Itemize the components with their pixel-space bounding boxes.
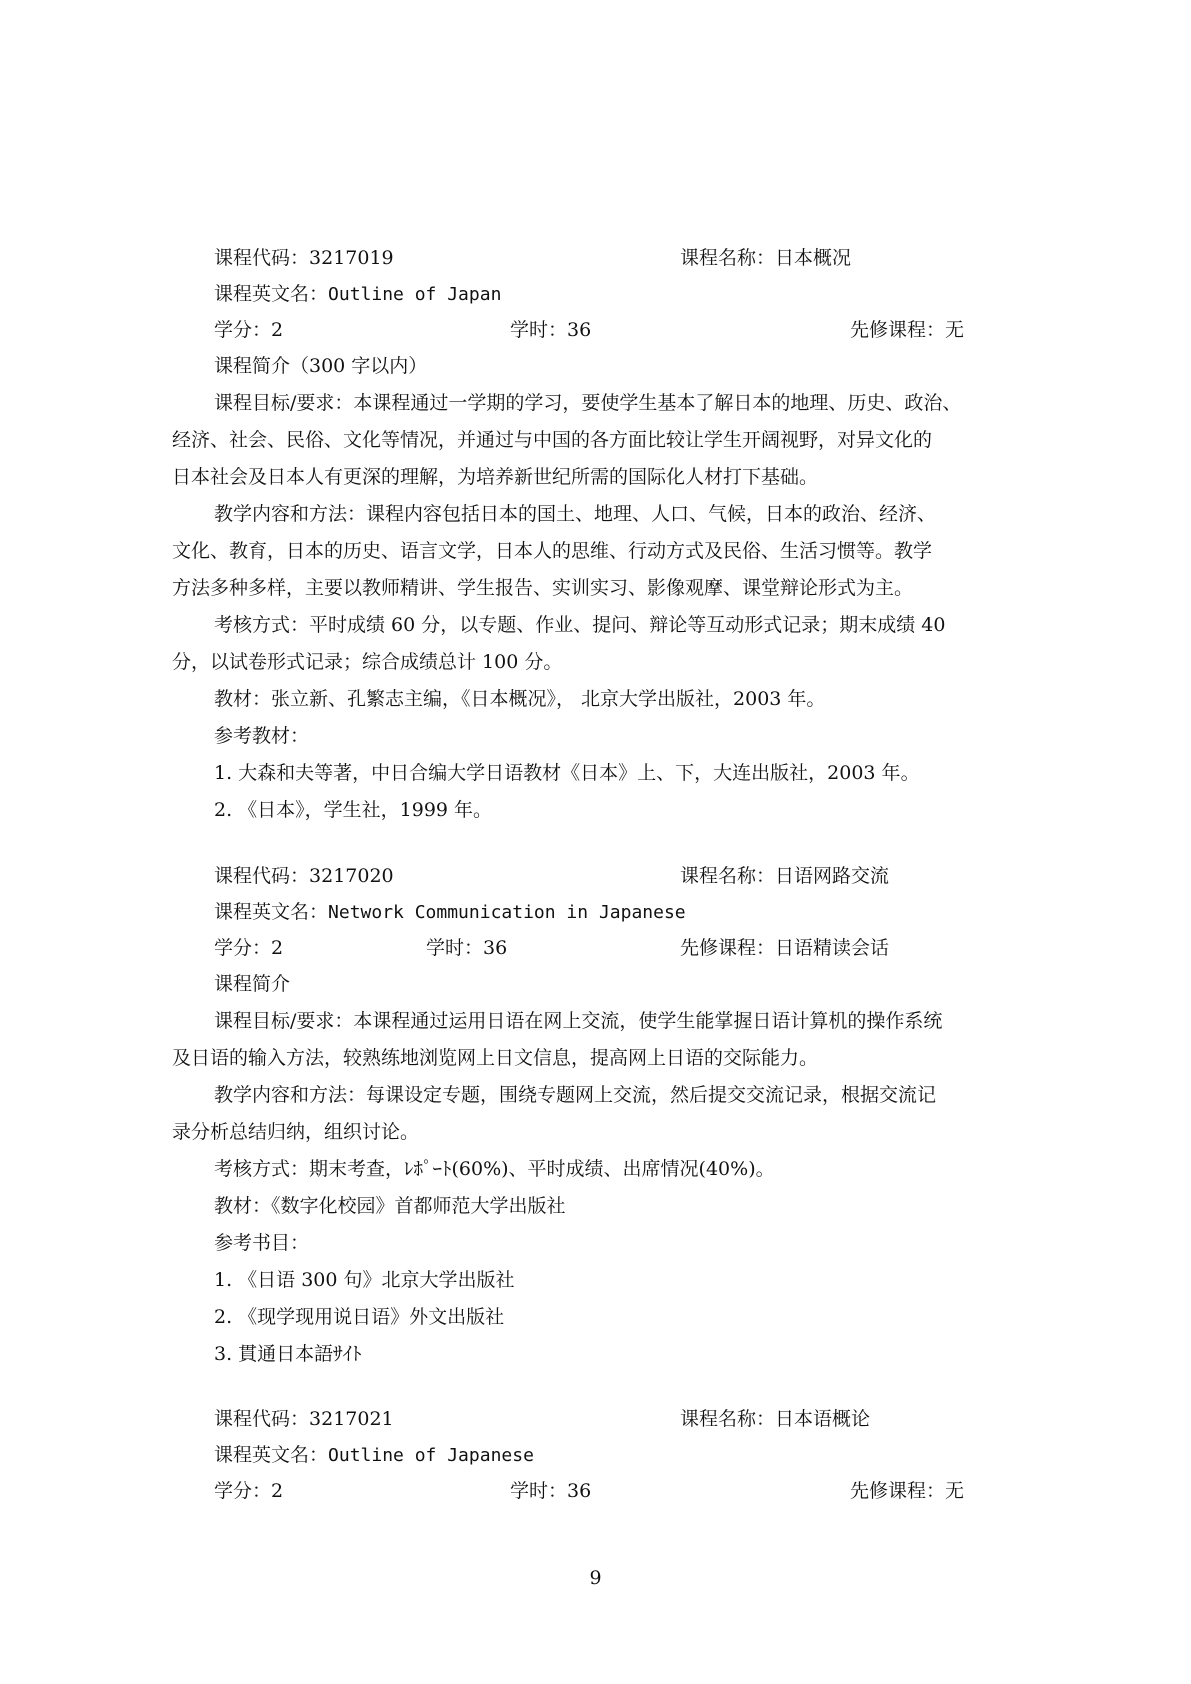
course1-exam-line: 分，以试卷形式记录；综合成绩总计 100 分。 — [172, 651, 563, 673]
course1-credit: 学分：2 — [214, 319, 284, 341]
course1-method-line: 方法多种多样，主要以教师精讲、学生报告、实训实习、影像观摩、课堂辩论形式为主。 — [172, 577, 914, 599]
course1-exam-line: 考核方式：平时成绩 60 分，以专题、作业、提问、辩论等互动形式记录；期末成绩 40 — [214, 614, 946, 636]
course1-goal-line: 日本社会及日本人有更深的理解，为培养新世纪所需的国际化人材打下基础。 — [172, 466, 819, 488]
course1-textbook: 教材：张立新、孔繁志主编，《日本概况》， 北京大学出版社，2003 年。 — [214, 688, 826, 710]
course2-refs-title: 参考书目： — [214, 1232, 310, 1254]
course2-ref-item: 3. 貫通日本語ｻｲﾄ — [214, 1343, 362, 1365]
course2-ref-item: 1. 《日语 300 句》北京大学出版社 — [214, 1269, 515, 1291]
course1-ref-item: 2. 《日本》，学生社，1999 年。 — [214, 799, 493, 821]
course1-method-line: 文化、教育，日本的历史、语言文学，日本人的思维、行动方式及民俗、生活习惯等。教学 — [172, 540, 933, 562]
course1-intro-title: 课程简介（300 字以内） — [214, 355, 428, 377]
course3-en-name: 课程英文名：Outline of Japanese — [214, 1444, 534, 1466]
course2-goal-line: 课程目标/要求：本课程通过运用日语在网上交流，使学生能掌握日语计算机的操作系统 — [214, 1010, 943, 1032]
course2-prereq: 先修课程：日语精读会话 — [680, 937, 890, 959]
course2-intro-title: 课程简介 — [214, 973, 291, 995]
course3-name: 课程名称：日本语概论 — [680, 1408, 871, 1430]
course2-goal-line: 及日语的输入方法，较熟练地浏览网上日文信息，提高网上日语的交际能力。 — [172, 1047, 819, 1069]
course3-prereq: 先修课程：无 — [850, 1480, 965, 1502]
course2-method-line: 录分析总结归纳，组织讨论。 — [172, 1121, 420, 1143]
course2-ref-item: 2. 《现学现用说日语》外文出版社 — [214, 1306, 505, 1328]
course2-textbook: 教材：《数字化校园》首都师范大学出版社 — [214, 1195, 566, 1217]
course1-hours: 学时：36 — [510, 319, 592, 341]
course3-credit: 学分：2 — [214, 1480, 284, 1502]
course1-method-line: 教学内容和方法：课程内容包括日本的国土、地理、人口、气候，日本的政治、经济、 — [214, 503, 937, 525]
page-number: 9 — [589, 1567, 602, 1589]
course2-en-name: 课程英文名：Network Communication in Japanese — [214, 901, 686, 923]
course1-goal-line: 课程目标/要求：本课程通过一学期的学习，要使学生基本了解日本的地理、历史、政治、 — [214, 392, 962, 414]
course3-code: 课程代码：3217021 — [214, 1408, 394, 1430]
course1-goal-line: 经济、社会、民俗、文化等情况，并通过与中国的各方面比较让学生开阔视野，对异文化的 — [172, 429, 933, 451]
course1-prereq: 先修课程：无 — [850, 319, 965, 341]
course1-refs-title: 参考教材： — [214, 725, 310, 747]
course2-code: 课程代码：3217020 — [214, 865, 394, 887]
course2-method-line: 教学内容和方法：每课设定专题，围绕专题网上交流，然后提交交流记录，根据交流记 — [214, 1084, 937, 1106]
course2-hours: 学时：36 — [426, 937, 508, 959]
course3-hours: 学时：36 — [510, 1480, 592, 1502]
course2-name: 课程名称：日语网路交流 — [680, 865, 890, 887]
course1-name: 课程名称：日本概况 — [680, 247, 852, 269]
course2-exam-line: 考核方式：期末考查，ﾚﾎﾟｰﾄ(60%)、平时成绩、出席情况(40%)。 — [214, 1158, 775, 1180]
course2-credit: 学分：2 — [214, 937, 284, 959]
course1-ref-item: 1. 大森和夫等著，中日合编大学日语教材《日本》上、下，大连出版社，2003 年。 — [214, 762, 920, 784]
course1-en-name: 课程英文名：Outline of Japan — [214, 283, 502, 305]
course1-code: 课程代码：3217019 — [214, 247, 394, 269]
